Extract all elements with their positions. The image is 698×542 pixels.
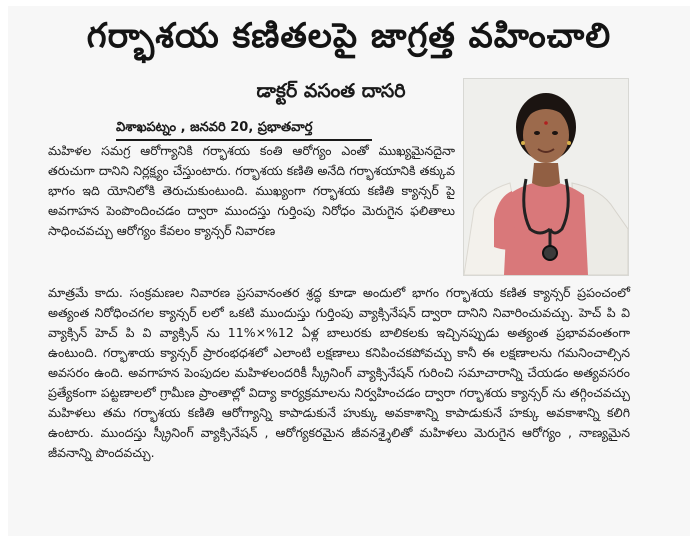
article-body-paragraph: మాత్రమే కాదు. సంక్రమణల నివారణ ప్రసవానంతర శ్రద్ధ కూడా అందులో భాగం గర్భాశయ కణిత క్యాన్సర్ ప్రపంచంలో అత్యంత నిరోధించగల క్యాన్సర్ లలో ఒకటి ముందుస్తు గుర్తింపు వ్యాక్సినేషన్ ద్వారా దానిని నివారించువచ్చు. హెచ్ పి వి వ్యాక్సిన్ హెచ్ పి వి వ్యాక్సిన్ ను 11%×%12 ఏళ్ల బాలురకు బాలికలకు ఇచ్చినప్పుడు అత్యంత ప్రభావవంతంగా ఉంటుంది. గర్భాశాయ క్యాన్సర్ ప్రారంభధశలో ఎలాంటి లక్షణాలు కనిపించకపోవచ్చు కానీ ఈ లక్షణాలను గమనించాల్సిన అవసరం ఉంది. అవగాహన పెంపుదల మహిళలందరికీ స్క్రీనింగ్ వ్యాక్సినేషన్ గురించి సమాచారాన్ని చేయడం అత్యవసరం ప్రత్యేకంగా పట్టణాలలో గ్రామీణ ప్రాంతాల్లో విద్యా కార్యక్రమాలను నిర్వహించడం ద్వారా గర్భాశయ క్యాన్సర్ ను తగ్గించవచ్చు మహిళలు తమ గర్భాశయ కణితి ఆరోగ్యాన్ని కాపాడుకునే హుక్కు అవకాశాన్ని కాపాడుకునే హక్కు అవకాశాన్ని కలిగి ఉంటారు. ముందస్తు స్క్రీనింగ్ వ్యాక్సినేషన్ , ఆరోగ్యకరమైన జీవనశ్శైలితో మహిళలు మెరుగైన ఆరోగ్యం , నాణ్యమైన జీవనాన్ని పొందవచ్చు. — [48, 285, 630, 460]
article-intro-paragraph: మహిళల సమగ్ర ఆరోగ్యానికి గర్భాశయ కంతి ఆరోగ్యం ఎంతో ముఖ్యమైనదైనా తరుచుగా దానిని నిర్లక్ష్యం చేస్తుంటారు. గర్భాశయ కణితి అనేది గర్భాశయానికి తక్కువ భాగం ఇది యోనిలోకి తెరుచుకుంటుంది. ముఖ్యంగా గర్భాశయ కణితి క్యాన్సర్ పై అవగాహన పెంపొందించడం ద్వారా ముందస్తు గుర్తింపు నిరోధం మెరుగైన ఫలితాలు సాధించవచ్చు ఆరోగ్యం కేవలం క్యాన్సర్ నివారణ — [48, 143, 455, 238]
news-clipping — [8, 6, 690, 536]
byline: డాక్టర్ వసంత దాసరి — [256, 80, 406, 102]
dateline: విశాఖపట్నం , జనవరి 20, ప్రభాతవార్త — [116, 120, 372, 141]
doctor-photo — [463, 78, 629, 276]
doctor-portrait-illustration — [464, 79, 628, 275]
article-intro-column — [48, 141, 455, 241]
headline: గర్భాశయ కణితలపై జాగ్రత్త వహించాలి — [86, 16, 612, 56]
article-body — [48, 283, 630, 463]
